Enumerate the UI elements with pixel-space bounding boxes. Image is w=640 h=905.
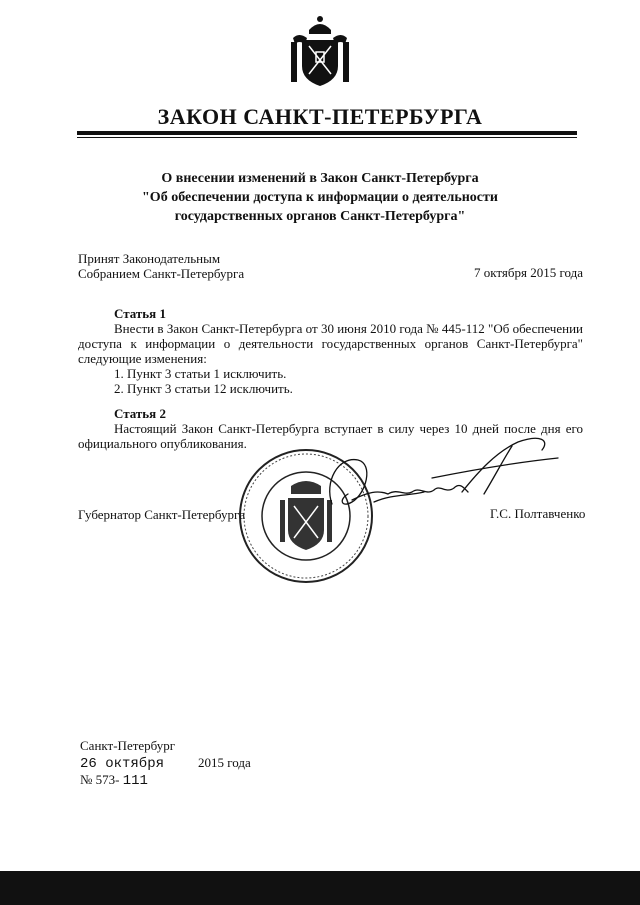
adoption-note (78, 251, 244, 281)
subtitle-line: О внесении изменений в Закон Санкт-Петербурга (161, 171, 479, 186)
article-2-text: Настоящий Закон Санкт-Петербурга вступает в силу через 10 дней после дня его официального опубликования. (78, 421, 583, 451)
signatory-position: Губернатор Санкт-Петербурга (78, 507, 246, 522)
subtitle-line: государственных органов Санкт-Петербурга" (174, 209, 466, 224)
article-1-text: Внести в Закон Санкт-Петербурга от 30 июня 2010 года № 445-112 "Об обеспечении доступа к информации о деятельности государственных органов Санкт-Петербурга" следующие изменения: (78, 321, 583, 366)
article-1-item: 1. Пункт 3 статьи 1 исключить. (114, 366, 287, 381)
law-title: ЗАКОН САНКТ-ПЕТЕРБУРГА (157, 104, 483, 129)
signing-date (80, 755, 251, 772)
subtitle-line: "Об обеспечении доступа к информации о деятельности (142, 190, 498, 205)
scan-edge-bar (0, 871, 640, 905)
signing-date-handwritten: 26 октября (80, 756, 165, 772)
document-number (80, 772, 148, 789)
adoption-line: Собранием Санкт-Петербурга (78, 266, 245, 281)
law-subtitle (90, 169, 550, 226)
signing-year: 2015 года (198, 755, 251, 770)
article-1-heading: Статья 1 (114, 306, 166, 321)
adoption-line: Принят Законодательным (78, 251, 221, 266)
signing-place: Санкт-Петербург (80, 738, 176, 753)
signatory-name: Г.С. Полтавченко (490, 506, 586, 521)
coat-of-arms-icon (287, 14, 353, 88)
title-rule-thick (77, 131, 577, 135)
article-1-item: 2. Пункт 3 статьи 12 исключить. (114, 381, 293, 396)
document-number-handwritten: 111 (122, 773, 148, 789)
document-number-prefix: № 573- (80, 772, 120, 787)
title-rule-thin (77, 137, 577, 138)
article-2-heading: Статья 2 (114, 406, 166, 421)
adoption-date: 7 октября 2015 года (474, 265, 583, 280)
